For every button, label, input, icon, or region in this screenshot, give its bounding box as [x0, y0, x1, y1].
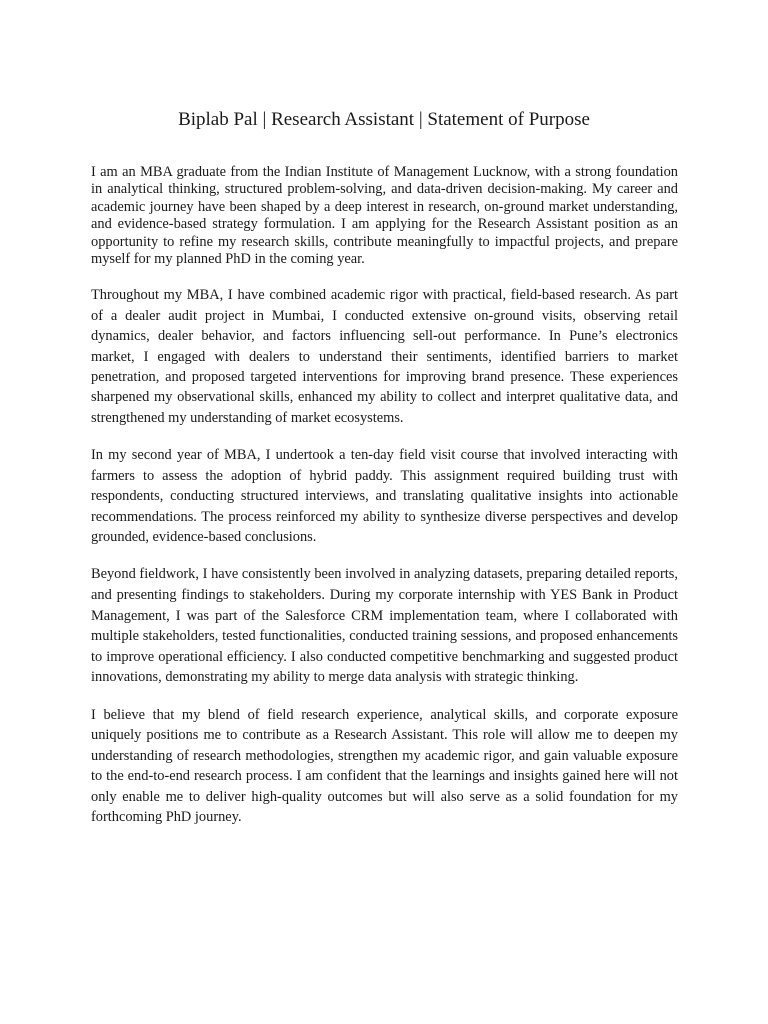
document-title: Biplab Pal | Research Assistant | Statement of Purpose [178, 109, 590, 130]
paragraph-mba-field-research: Throughout my MBA, I have combined academic rigor with practical, field-based research. As part of a dealer audit project in Mumbai, I conducted extensive on-ground visits, observing retail dynamics, dealer behavior, and factors influencing sell-out performance. In Pune’s electronics market, I engaged with dealers to understand their sentiments, identified barriers to market penetration, and proposed targeted interventions for improving brand presence. These experiences sharpened my observational skills, enhanced my ability to collect and interpret qualitative data, and strengthened my understanding of market ecosystems. [91, 287, 678, 426]
paragraph-introduction: I am an MBA graduate from the Indian Institute of Management Lucknow, with a strong foundation in analytical thinking, structured problem-solving, and data-driven decision-making. My career and academic journey have been shaped by a deep interest in research, on-ground market understanding, and evidence-based strategy formulation. I am applying for the Research Assistant position as an opportunity to refine my research skills, contribute meaningfully to impactful projects, and prepare myself for my planned PhD in the coming year. [91, 164, 678, 268]
document-body [91, 164, 678, 841]
paragraph-conclusion: I believe that my blend of field research experience, analytical skills, and corporate exposure uniquely positions me to contribute as a Research Assistant. This role will allow me to deepen my understanding of research methodologies, strengthen my academic rigor, and gain valuable exposure to the end-to-end research process. I am confident that the learnings and insights gained here will not only enable me to deliver high-quality outcomes but will also serve as a solid foundation for my forthcoming PhD journey. [91, 706, 678, 825]
paragraph-data-analysis-internship: Beyond fieldwork, I have consistently been involved in analyzing datasets, preparing detailed reports, and presenting findings to stakeholders. During my corporate internship with YES Bank in Product Management, I was part of the Salesforce CRM implementation team, where I collaborated with multiple stakeholders, tested functionalities, conducted training sessions, and proposed enhancements to improve operational efficiency. I also conducted competitive benchmarking and suggested product innovations, demonstrating my ability to merge data analysis with strategic thinking. [91, 566, 678, 686]
paragraph-field-visit-course: In my second year of MBA, I undertook a ten-day field visit course that involved interacting with farmers to assess the adoption of hybrid paddy. This assignment required building trust with respondents, conducting structured interviews, and translating qualitative insights into actionable recommendations. The process reinforced my ability to synthesize diverse perspectives and develop grounded, evidence-based conclusions. [91, 447, 678, 545]
